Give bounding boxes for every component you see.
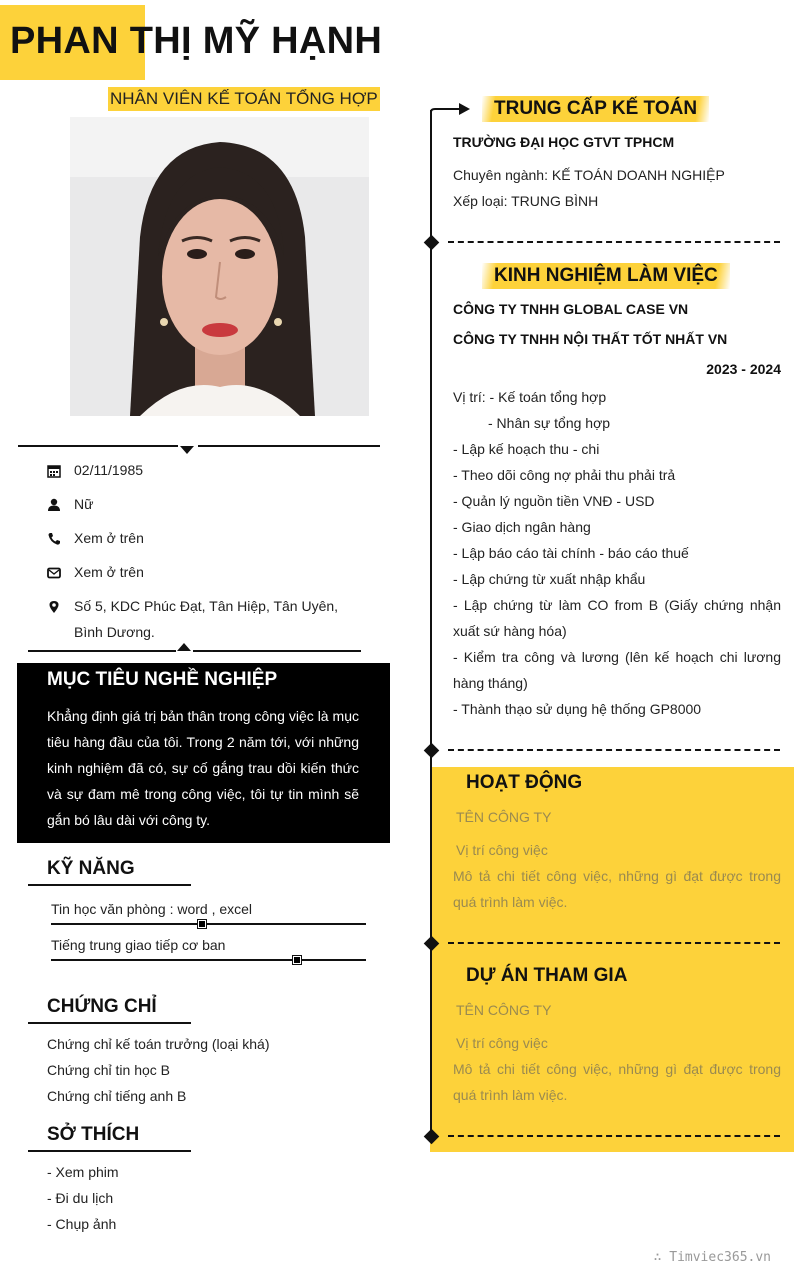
education-grade: Xếp loại: TRUNG BÌNH [453,193,599,209]
hobby-item: - Xem phim [47,1164,119,1180]
experience-company-2: CÔNG TY TNHH NỘI THẤT TỐT NHẤT VN [453,331,728,347]
certificate-item: Chứng chỉ tiếng anh B [47,1088,187,1104]
skill-knob-office [197,919,207,929]
section-dash-divider [448,942,780,944]
activities-position: Vị trí công việc [456,842,548,858]
projects-description: Mô tả chi tiết công việc, những gì đạt được trong quá trình làm việc. [453,1061,781,1103]
address-line1: Số 5, KDC Phúc Đạt, Tân Hiệp, Tân Uyên, [74,598,339,614]
calendar-icon [47,464,61,478]
objective-title: MỤC TIÊU NGHỀ NGHIỆP [47,669,278,690]
experience-company-1: CÔNG TY TNHH GLOBAL CASE VN [453,301,689,317]
candidate-name: PHAN THỊ MỸ HẠNH [10,20,383,62]
skills-title: KỸ NĂNG [47,858,135,879]
watermark-text: Timviec365.vn [669,1250,771,1265]
hobbies-underline [28,1150,191,1152]
hobby-item: - Đi du lịch [47,1190,114,1206]
divider-right [198,445,380,447]
profile-photo [70,117,369,416]
experience-position: Vị trí: - Kế toán tổng hợp [453,389,607,405]
certificates-underline [28,1022,191,1024]
phone-icon [47,532,61,546]
experience-duty: - Lập chứng từ xuất nhập khẩu [453,571,646,587]
divider-arrow [180,446,194,454]
skill-label-office: Tin học văn phòng : word , excel [51,901,253,917]
phone-text: Xem ở trên [74,530,144,546]
experience-duty-salary: - Kiểm tra công và lương (lên kế hoạch chi lương hàng tháng) [453,649,781,691]
section-dash-divider [448,241,780,243]
job-title: NHÂN VIÊN KẾ TOÁN TỔNG HỢP [108,87,380,111]
divider-left [18,445,178,447]
experience-duty: - Quản lý nguồn tiền VNĐ - USD [453,493,655,509]
skills-underline [28,884,191,886]
watermark-icon: ∴ [653,1250,670,1265]
education-title: TRUNG CẤP KẾ TOÁN [482,96,709,122]
experience-duty-co: - Lập chứng từ làm CO from B (Giấy chứng nhận xuất sứ hàng hóa) [453,597,781,639]
education-school: TRƯỜNG ĐẠI HỌC GTVT TPHCM [453,134,675,150]
activities-title: HOẠT ĐỘNG [466,772,583,793]
experience-duty-last: - Thành thạo sử dụng hệ thống GP8000 [453,701,702,717]
hobbies-title: SỞ THÍCH [47,1124,140,1145]
birthday-row [47,462,143,478]
phone-row [47,530,144,546]
skill-knob-chinese [292,955,302,965]
email-row [47,564,144,580]
projects-position: Vị trí công việc [456,1035,548,1051]
divider-bottom-arrow [177,643,191,651]
section-dash-divider [448,1135,780,1137]
gender-row [47,496,93,512]
address-row [47,598,338,614]
certificate-item: Chứng chỉ tin học B [47,1062,170,1078]
experience-title: KINH NGHIỆM LÀM VIỆC [482,263,730,289]
experience-duty: - Theo dõi công nợ phải thu phải trả [453,467,676,483]
gender-text: Nữ [74,496,94,512]
education-major: Chuyên ngành: KẾ TOÁN DOANH NGHIỆP [453,167,725,183]
experience-duty: - Giao dịch ngân hàng [453,519,591,535]
experience-duty: - Lập báo cáo tài chính - báo cáo thuế [453,545,689,561]
objective-text: Khẳng định giá trị bản thân trong công việc là mục tiêu hàng đầu của tôi. Trong 2 năm tới, với những kinh nghiệm đã có, sự cố gắng trau dồi kiến thức và sự đam mê trong công việc, tôi tự tin mình sẽ gắn bó lâu dài với công ty. [47,708,359,828]
divider-bottom-right [193,650,361,652]
address-line2: Bình Dương. [74,624,155,640]
map-pin-icon [47,600,61,614]
divider-bottom-left [28,650,176,652]
timeline-arrow-icon [430,102,472,127]
certificate-item: Chứng chỉ kế toán trưởng (loại khá) [47,1036,270,1052]
hobby-item: - Chụp ảnh [47,1216,117,1232]
user-icon [47,498,61,512]
activities-company: TÊN CÔNG TY [456,809,552,825]
projects-title: DỰ ÁN THAM GIA [466,965,628,986]
experience-duty: - Lập kế hoạch thu - chi [453,441,600,457]
envelope-icon [47,566,61,580]
birthday-text: 02/11/1985 [74,462,144,478]
experience-position-2: - Nhân sự tổng hợp [488,415,611,431]
experience-period: 2023 - 2024 [706,361,781,377]
skill-label-chinese: Tiếng trung giao tiếp cơ ban [51,937,226,953]
certificates-title: CHỨNG CHỈ [47,996,157,1017]
skill-bar-office [51,923,366,925]
watermark [654,1250,771,1265]
activities-description: Mô tả chi tiết công việc, những gì đạt được trong quá trình làm việc. [453,868,781,910]
timeline-line [430,110,432,1140]
projects-company: TÊN CÔNG TY [456,1002,552,1018]
timeline-node [424,743,440,759]
timeline-node [424,235,440,251]
skill-bar-chinese [51,959,366,961]
email-text: Xem ở trên [74,564,144,580]
section-dash-divider [448,749,780,751]
